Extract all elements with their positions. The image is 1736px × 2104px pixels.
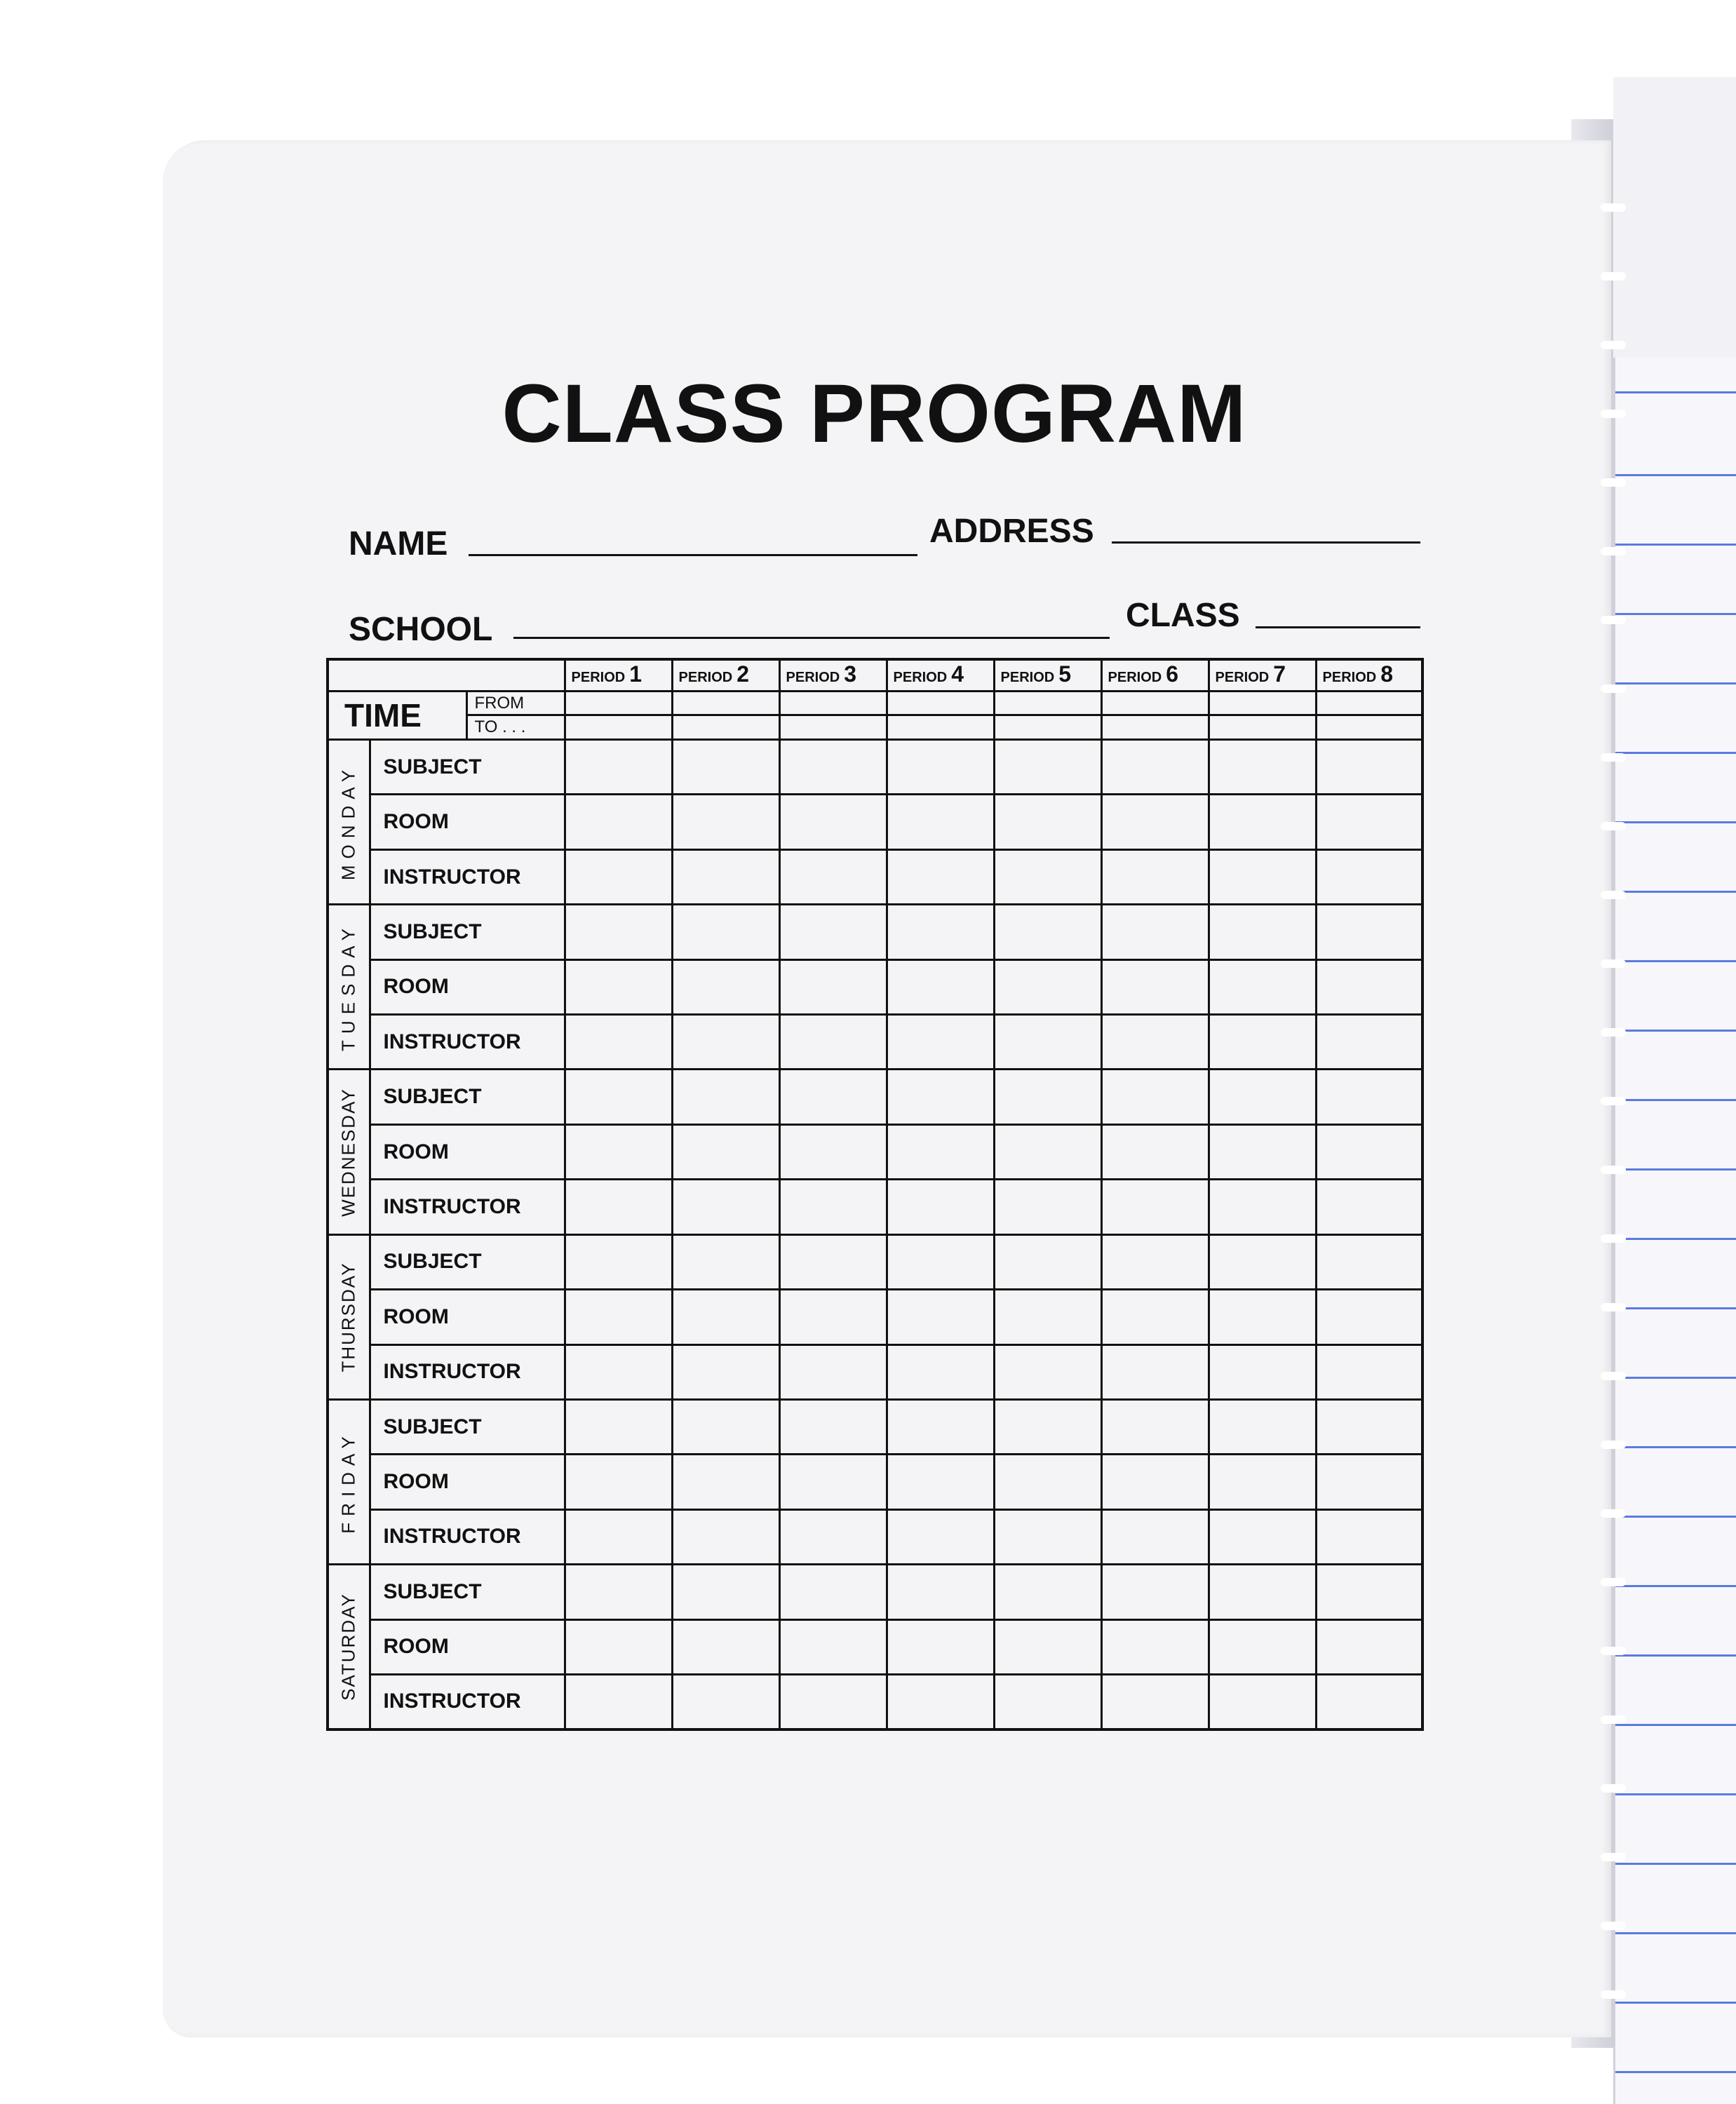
schedule-cell[interactable]: [565, 849, 672, 904]
schedule-row: [328, 795, 1422, 849]
schedule-cell[interactable]: [887, 1619, 994, 1674]
schedule-cell[interactable]: [994, 1619, 1101, 1674]
spiral-notch: [1601, 891, 1626, 899]
schedule-cell[interactable]: [1316, 1344, 1422, 1399]
schedule-row: [328, 905, 1422, 959]
page-edge-shadow: [1613, 77, 1736, 358]
schedule-cell[interactable]: [994, 849, 1101, 904]
schedule-cell[interactable]: [1101, 1565, 1209, 1619]
period-prefix: PERIOD: [1322, 669, 1377, 685]
schedule-cell[interactable]: [672, 1180, 779, 1234]
period-prefix: PERIOD: [786, 669, 840, 685]
spiral-notch: [1601, 1578, 1626, 1586]
spiral-notch: [1601, 1303, 1626, 1311]
schedule-cell[interactable]: [779, 1674, 887, 1729]
schedule-cell[interactable]: [994, 795, 1101, 849]
schedule-cell[interactable]: [1101, 905, 1209, 959]
schedule-cell[interactable]: [672, 1290, 779, 1344]
schedule-cell[interactable]: [1209, 1455, 1316, 1509]
schedule-cell[interactable]: [994, 1234, 1101, 1289]
time-to-cell[interactable]: [1316, 715, 1422, 740]
schedule-cell[interactable]: [1209, 1674, 1316, 1729]
period-number: 8: [1380, 661, 1394, 687]
schedule-cell[interactable]: [779, 1124, 887, 1179]
name-label: NAME: [349, 525, 448, 562]
spiral-notch: [1601, 1715, 1626, 1724]
schedule-cell[interactable]: [1101, 1070, 1209, 1124]
schedule-cell[interactable]: [1316, 740, 1422, 795]
schedule-cell[interactable]: [1209, 795, 1316, 849]
time-to-cell[interactable]: [994, 715, 1101, 740]
schedule-cell[interactable]: [1316, 1509, 1422, 1564]
day-label-cell: [328, 1565, 370, 1729]
day-label-cell: [328, 740, 370, 905]
spiral-notch: [1601, 1922, 1626, 1930]
schedule-cell[interactable]: [565, 1344, 672, 1399]
schedule-row: [328, 1015, 1422, 1070]
schedule-cell[interactable]: [565, 1070, 672, 1124]
day-label-cell: [328, 1234, 370, 1399]
schedule-cell[interactable]: [672, 1124, 779, 1179]
schedule-cell[interactable]: [672, 1344, 779, 1399]
schedule-cell[interactable]: [1209, 1509, 1316, 1564]
schedule-cell[interactable]: [1316, 1015, 1422, 1070]
spiral-notch: [1601, 1647, 1626, 1655]
schedule-cell[interactable]: [565, 1455, 672, 1509]
schedule-cell[interactable]: [779, 1399, 887, 1454]
spiral-notch: [1601, 1441, 1626, 1449]
schedule-cell[interactable]: [672, 849, 779, 904]
schedule-cell[interactable]: [672, 905, 779, 959]
period-number: 7: [1273, 661, 1286, 687]
corner-cell: [328, 659, 565, 691]
schedule-cell[interactable]: [994, 1399, 1101, 1454]
day-label: FRIDAY: [337, 1430, 359, 1534]
period-prefix: PERIOD: [571, 669, 626, 685]
spiral-notch: [1601, 341, 1626, 349]
schedule-cell[interactable]: [994, 959, 1101, 1014]
day-label-cell: [328, 1399, 370, 1564]
period-number: 3: [844, 661, 857, 687]
row-label: SUBJECT: [370, 1234, 565, 1289]
time-from-cell[interactable]: [779, 691, 887, 715]
period-prefix: PERIOD: [1108, 669, 1162, 685]
row-label: ROOM: [370, 1455, 565, 1509]
from-label: FROM: [466, 691, 565, 715]
period-header: [565, 659, 672, 691]
schedule-cell[interactable]: [994, 1015, 1101, 1070]
schedule-cell[interactable]: [887, 1234, 994, 1289]
schedule-cell[interactable]: [1101, 959, 1209, 1014]
schedule-cell[interactable]: [779, 1565, 887, 1619]
row-label: ROOM: [370, 1619, 565, 1674]
spiral-notch: [1601, 1166, 1626, 1174]
time-to-cell[interactable]: [565, 715, 672, 740]
schedule-cell[interactable]: [565, 740, 672, 795]
row-label: INSTRUCTOR: [370, 849, 565, 904]
schedule-cell[interactable]: [779, 1509, 887, 1564]
time-from-cell[interactable]: [887, 691, 994, 715]
schedule-cell[interactable]: [779, 1290, 887, 1344]
schedule-cell[interactable]: [1316, 795, 1422, 849]
schedule-cell[interactable]: [1101, 795, 1209, 849]
schedule-cell[interactable]: [1316, 849, 1422, 904]
schedule-cell[interactable]: [1209, 1565, 1316, 1619]
schedule-cell[interactable]: [779, 1234, 887, 1289]
schedule-row: [328, 740, 1422, 795]
schedule-cell[interactable]: [887, 849, 994, 904]
period-header: [887, 659, 994, 691]
schedule-row: [328, 1509, 1422, 1564]
period-prefix: PERIOD: [893, 669, 948, 685]
schedule-cell[interactable]: [1101, 1674, 1209, 1729]
schedule-cell[interactable]: [1209, 1619, 1316, 1674]
schedule-cell[interactable]: [887, 959, 994, 1014]
schedule-cell[interactable]: [994, 1344, 1101, 1399]
day-label-cell: [328, 905, 370, 1070]
spiral-notch: [1601, 822, 1626, 830]
schedule-cell[interactable]: [672, 1674, 779, 1729]
schedule-cell[interactable]: [994, 1070, 1101, 1124]
schedule-cell[interactable]: [887, 1290, 994, 1344]
schedule-cell[interactable]: [1101, 1234, 1209, 1289]
row-label: ROOM: [370, 959, 565, 1014]
schedule-cell[interactable]: [1101, 1180, 1209, 1234]
time-to-cell[interactable]: [887, 715, 994, 740]
schedule-cell[interactable]: [1316, 1180, 1422, 1234]
period-number: 6: [1166, 661, 1179, 687]
spiral-notch: [1601, 959, 1626, 968]
schedule-cell[interactable]: [994, 1124, 1101, 1179]
schedule-row: [328, 1344, 1422, 1399]
schedule-cell[interactable]: [1101, 1344, 1209, 1399]
spiral-notch: [1601, 1853, 1626, 1861]
schedule-cell[interactable]: [994, 1290, 1101, 1344]
schedule-row: [328, 1455, 1422, 1509]
period-header: [672, 659, 779, 691]
schedule-row: [328, 959, 1422, 1014]
period-number: 1: [629, 661, 642, 687]
schedule-cell[interactable]: [565, 1124, 672, 1179]
schedule-cell[interactable]: [565, 1399, 672, 1454]
schedule-row: [328, 849, 1422, 904]
schedule-row: [328, 1234, 1422, 1289]
day-label-cell: [328, 1070, 370, 1234]
schedule-cell[interactable]: [672, 1455, 779, 1509]
schedule-cell[interactable]: [779, 740, 887, 795]
time-from-cell[interactable]: [1101, 691, 1209, 715]
time-to-row: [328, 715, 1422, 740]
schedule-cell[interactable]: [672, 1565, 779, 1619]
period-prefix: PERIOD: [1000, 669, 1055, 685]
period-number: 2: [736, 661, 750, 687]
time-label: TIME: [328, 691, 466, 739]
schedule-cell[interactable]: [1209, 1234, 1316, 1289]
schedule-cell[interactable]: [887, 1070, 994, 1124]
row-label: INSTRUCTOR: [370, 1180, 565, 1234]
schedule-cell[interactable]: [1209, 849, 1316, 904]
period-prefix: PERIOD: [1215, 669, 1270, 685]
schedule-cell[interactable]: [672, 959, 779, 1014]
schedule-cell[interactable]: [1316, 1674, 1422, 1729]
period-number: 4: [951, 661, 964, 687]
schedule-cell[interactable]: [779, 1015, 887, 1070]
schedule-cell[interactable]: [1209, 1290, 1316, 1344]
time-from-cell[interactable]: [1316, 691, 1422, 715]
schedule-cell[interactable]: [779, 1619, 887, 1674]
schedule-cell[interactable]: [779, 849, 887, 904]
schedule-cell[interactable]: [672, 1509, 779, 1564]
spiral-notch: [1601, 1028, 1626, 1037]
schedule-cell[interactable]: [994, 905, 1101, 959]
spiral-notch: [1601, 1372, 1626, 1380]
time-from-row: [328, 691, 1422, 715]
page-title: CLASS PROGRAM: [502, 367, 1247, 460]
schedule-cell[interactable]: [887, 1015, 994, 1070]
schedule-cell[interactable]: [887, 905, 994, 959]
schedule-cell[interactable]: [1209, 959, 1316, 1014]
row-label: ROOM: [370, 1290, 565, 1344]
spiral-notch: [1601, 1509, 1626, 1518]
schedule-cell[interactable]: [1209, 1180, 1316, 1234]
schedule-cell[interactable]: [1101, 1124, 1209, 1179]
period-header: [1209, 659, 1316, 691]
schedule-cell[interactable]: [1209, 1015, 1316, 1070]
schedule-cell[interactable]: [779, 1344, 887, 1399]
spiral-notch: [1601, 272, 1626, 281]
day-label: SATURDAY: [337, 1593, 359, 1701]
schedule-cell[interactable]: [672, 1399, 779, 1454]
row-label: INSTRUCTOR: [370, 1015, 565, 1070]
spiral-notch: [1601, 685, 1626, 693]
schedule-table: [326, 658, 1424, 1731]
spiral-notch: [1601, 478, 1626, 487]
schedule-cell[interactable]: [1316, 1455, 1422, 1509]
schedule-row: [328, 1674, 1422, 1729]
schedule-cell[interactable]: [779, 905, 887, 959]
schedule-cell[interactable]: [565, 795, 672, 849]
schedule-cell[interactable]: [1101, 1509, 1209, 1564]
spiral-notch: [1601, 1784, 1626, 1793]
schedule-cell[interactable]: [1316, 1070, 1422, 1124]
schedule-cell[interactable]: [887, 740, 994, 795]
period-header: [994, 659, 1101, 691]
schedule-row: [328, 1619, 1422, 1674]
school-label: SCHOOL: [349, 611, 493, 648]
schedule-cell[interactable]: [565, 1509, 672, 1564]
schedule-cell[interactable]: [565, 1015, 672, 1070]
schedule-row: [328, 1180, 1422, 1234]
to-label: TO . . .: [466, 715, 565, 740]
schedule-cell[interactable]: [1101, 740, 1209, 795]
spiral-notch: [1601, 203, 1626, 212]
schedule-cell[interactable]: [1209, 1344, 1316, 1399]
schedule-cell[interactable]: [779, 1070, 887, 1124]
schedule-cell[interactable]: [1316, 905, 1422, 959]
schedule-cell[interactable]: [994, 1565, 1101, 1619]
row-label: ROOM: [370, 795, 565, 849]
row-label: SUBJECT: [370, 1565, 565, 1619]
schedule-cell[interactable]: [887, 795, 994, 849]
time-to-cell[interactable]: [1101, 715, 1209, 740]
schedule-cell[interactable]: [672, 1070, 779, 1124]
schedule-cell[interactable]: [887, 1674, 994, 1729]
schedule-cell[interactable]: [1316, 1290, 1422, 1344]
schedule-cell[interactable]: [565, 1180, 672, 1234]
spiral-notch: [1601, 547, 1626, 555]
schedule-cell[interactable]: [887, 1180, 994, 1234]
schedule-cell[interactable]: [672, 1234, 779, 1289]
schedule-cell[interactable]: [1316, 1619, 1422, 1674]
row-label: ROOM: [370, 1124, 565, 1179]
schedule-cell[interactable]: [565, 1234, 672, 1289]
schedule-cell[interactable]: [779, 795, 887, 849]
spiral-notch: [1601, 753, 1626, 762]
period-prefix: PERIOD: [678, 669, 733, 685]
schedule-cell[interactable]: [565, 1674, 672, 1729]
schedule-cell[interactable]: [779, 1180, 887, 1234]
schedule-cell[interactable]: [1101, 1015, 1209, 1070]
schedule-cell[interactable]: [672, 795, 779, 849]
schedule-cell[interactable]: [1316, 1565, 1422, 1619]
schedule-cell[interactable]: [887, 1509, 994, 1564]
period-header: [1316, 659, 1422, 691]
time-to-cell[interactable]: [779, 715, 887, 740]
schedule-cell[interactable]: [1101, 849, 1209, 904]
schedule-cell[interactable]: [672, 740, 779, 795]
schedule-cell[interactable]: [565, 1290, 672, 1344]
row-label: INSTRUCTOR: [370, 1509, 565, 1564]
time-from-cell[interactable]: [565, 691, 672, 715]
spiral-notch: [1601, 1990, 1626, 1999]
row-label: INSTRUCTOR: [370, 1344, 565, 1399]
address-field[interactable]: [1112, 541, 1420, 544]
schedule-cell[interactable]: [994, 1455, 1101, 1509]
school-field[interactable]: [513, 637, 1110, 639]
day-label: WEDNESDAY: [337, 1087, 359, 1217]
schedule-cell[interactable]: [672, 1015, 779, 1070]
schedule-row: [328, 1124, 1422, 1179]
schedule-cell[interactable]: [779, 959, 887, 1014]
schedule-row: [328, 1290, 1422, 1344]
time-from-cell[interactable]: [1209, 691, 1316, 715]
period-header: [779, 659, 887, 691]
schedule-cell[interactable]: [887, 1124, 994, 1179]
row-label: SUBJECT: [370, 905, 565, 959]
spiral-notch: [1601, 616, 1626, 624]
schedule-row: [328, 1565, 1422, 1619]
time-from-cell[interactable]: [994, 691, 1101, 715]
schedule-cell[interactable]: [994, 1180, 1101, 1234]
day-label: THURSDAY: [337, 1262, 359, 1373]
schedule-cell[interactable]: [565, 905, 672, 959]
period-header: [1101, 659, 1209, 691]
schedule-cell[interactable]: [1101, 1619, 1209, 1674]
schedule-cell[interactable]: [887, 1399, 994, 1454]
schedule-cell[interactable]: [887, 1565, 994, 1619]
schedule-cell[interactable]: [994, 1509, 1101, 1564]
schedule-cell[interactable]: [887, 1455, 994, 1509]
time-from-cell[interactable]: [672, 691, 779, 715]
schedule-cell[interactable]: [1316, 1399, 1422, 1454]
row-label: SUBJECT: [370, 740, 565, 795]
period-number: 5: [1058, 661, 1072, 687]
schedule-cell[interactable]: [565, 1565, 672, 1619]
time-to-cell[interactable]: [1209, 715, 1316, 740]
period-header-row: [328, 659, 1422, 691]
schedule-cell[interactable]: [1209, 1399, 1316, 1454]
schedule-cell[interactable]: [1209, 905, 1316, 959]
schedule-cell[interactable]: [994, 740, 1101, 795]
class-field[interactable]: [1256, 626, 1420, 628]
schedule-cell[interactable]: [779, 1455, 887, 1509]
day-label: TUESDAY: [337, 922, 359, 1052]
name-field[interactable]: [469, 554, 917, 556]
address-label: ADDRESS: [929, 513, 1094, 550]
schedule-cell[interactable]: [565, 959, 672, 1014]
schedule-cell[interactable]: [565, 1619, 672, 1674]
schedule-row: [328, 1399, 1422, 1454]
day-label: MONDAY: [337, 764, 359, 881]
schedule-cell[interactable]: [887, 1344, 994, 1399]
schedule-row: [328, 1070, 1422, 1124]
time-to-cell[interactable]: [672, 715, 779, 740]
schedule-cell[interactable]: [1101, 1290, 1209, 1344]
schedule-cell[interactable]: [1209, 1070, 1316, 1124]
schedule-cell[interactable]: [1209, 1124, 1316, 1179]
class-label: CLASS: [1126, 597, 1240, 634]
schedule-cell[interactable]: [1101, 1455, 1209, 1509]
row-label: INSTRUCTOR: [370, 1674, 565, 1729]
spiral-notch: [1601, 1097, 1626, 1105]
schedule-cell[interactable]: [1316, 1234, 1422, 1289]
row-label: SUBJECT: [370, 1399, 565, 1454]
row-label: SUBJECT: [370, 1070, 565, 1124]
schedule-cell[interactable]: [1101, 1399, 1209, 1454]
schedule-cell[interactable]: [1209, 740, 1316, 795]
spiral-notch: [1601, 1234, 1626, 1243]
schedule-cell[interactable]: [672, 1619, 779, 1674]
schedule-cell[interactable]: [994, 1674, 1101, 1729]
schedule-cell[interactable]: [1316, 959, 1422, 1014]
schedule-cell[interactable]: [1316, 1124, 1422, 1179]
